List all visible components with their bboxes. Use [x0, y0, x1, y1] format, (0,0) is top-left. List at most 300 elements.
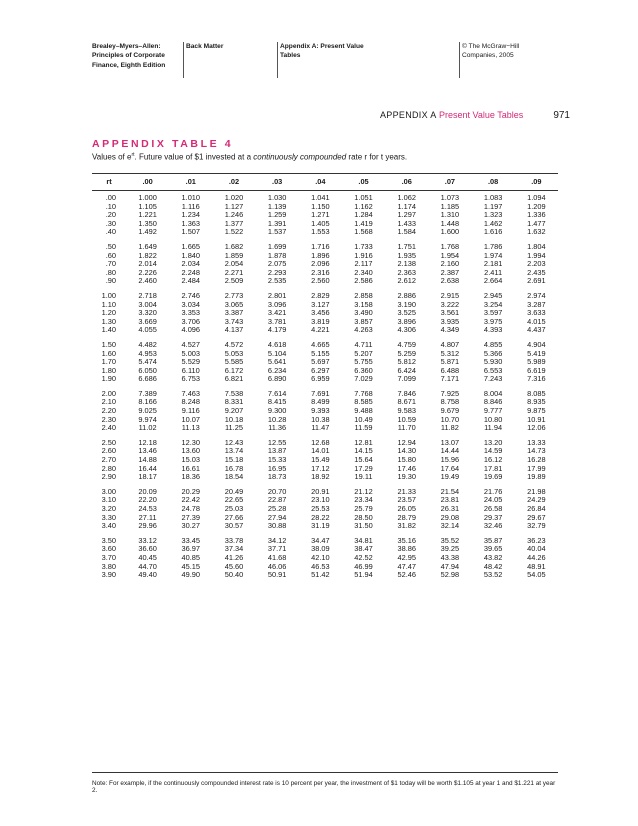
- table-cell: 1.209: [527, 201, 546, 211]
- table-cell: 10.70: [440, 414, 460, 424]
- table-cell: 46.53: [311, 561, 330, 571]
- table-cell: 46.06: [267, 561, 287, 571]
- table-cell: 1.221: [138, 210, 157, 220]
- table-cell: 4.437: [527, 325, 546, 335]
- table-cell: 1.310: [440, 210, 460, 220]
- table-cell: 2.340: [354, 267, 373, 277]
- table-cell: 22.87: [267, 495, 287, 505]
- table-cell: 3.190: [397, 299, 416, 309]
- table-cell: 1.768: [440, 241, 460, 251]
- row-label: 1.80: [101, 365, 116, 375]
- table-cell: 4.096: [181, 325, 201, 335]
- row-label: 3.20: [101, 504, 116, 513]
- table-cell: 1.716: [311, 241, 330, 251]
- header-chapter-line-1: Appendix A: Present Value: [280, 43, 364, 50]
- table-cell: 4.221: [311, 325, 330, 335]
- table-cell: 3.525: [397, 308, 416, 318]
- table-cell: 37.34: [224, 544, 244, 554]
- table-cell: 11.02: [138, 423, 157, 433]
- table-cell: 21.76: [483, 486, 503, 496]
- table-cell: 3.669: [138, 316, 157, 326]
- column-header: .08: [487, 176, 499, 186]
- table-cell: 10.38: [311, 414, 330, 424]
- table-cell: 1.030: [267, 193, 287, 202]
- table-cell: 12.81: [354, 437, 373, 447]
- table-row: [92, 522, 558, 531]
- table-cell: 2.138: [397, 259, 416, 269]
- row-label: 2.70: [101, 455, 116, 465]
- table-body: [92, 188, 558, 580]
- table-cell: 24.53: [138, 504, 157, 513]
- table-cell: 21.33: [397, 486, 416, 496]
- table-cell: 17.81: [483, 463, 503, 473]
- table-cell: 2.054: [224, 259, 244, 269]
- table-cell: 10.49: [354, 414, 373, 424]
- table-cell: 35.52: [440, 535, 460, 545]
- row-label: 1.30: [101, 316, 116, 326]
- table-cell: 20.09: [138, 486, 157, 496]
- table-cell: 5.755: [354, 357, 373, 367]
- table-cell: 3.096: [267, 299, 287, 309]
- table-cell: 42.95: [397, 552, 416, 562]
- table-cell: 16.95: [267, 463, 287, 473]
- table-cell: 10.91: [527, 414, 546, 424]
- table-cell: 14.15: [354, 446, 373, 456]
- table-cell: 1.682: [224, 241, 244, 251]
- table-cell: 5.312: [440, 348, 460, 358]
- table-cell: 29.08: [440, 512, 460, 522]
- table-cell: 2.915: [440, 290, 460, 300]
- table-cell: 3.896: [397, 316, 416, 326]
- table-row: [92, 375, 558, 384]
- row-label: 3.80: [101, 561, 116, 571]
- table-cell: 40.04: [527, 544, 546, 554]
- table-cell: 42.10: [311, 552, 330, 562]
- table-cell: 1.259: [267, 210, 287, 220]
- table-cell: 15.49: [311, 455, 330, 465]
- table-cell: 6.619: [527, 365, 546, 375]
- row-label: 1.20: [101, 308, 116, 318]
- row-label: 3.10: [101, 495, 116, 505]
- row-label: 3.90: [101, 570, 116, 580]
- table-cell: 1.916: [354, 250, 373, 260]
- table-cell: 9.025: [138, 406, 157, 416]
- table-cell: 2.484: [181, 276, 201, 286]
- table-cell: 13.20: [483, 437, 503, 447]
- table-cell: 27.94: [267, 512, 287, 522]
- row-label: 1.90: [101, 374, 116, 384]
- table-cell: 7.463: [181, 388, 201, 398]
- table-cell: 28.22: [311, 512, 330, 522]
- table-cell: 23.57: [397, 495, 416, 505]
- table-cell: 8.846: [483, 397, 503, 407]
- table-cell: 15.96: [440, 455, 460, 465]
- table-bottom-rule: [92, 772, 558, 773]
- table-cell: 23.10: [311, 495, 330, 505]
- table-cell: 14.88: [138, 455, 157, 465]
- row-label: 2.60: [101, 446, 116, 456]
- table-cell: 9.777: [483, 406, 503, 416]
- row-label: .20: [105, 210, 116, 220]
- table-cell: 49.90: [181, 570, 201, 580]
- table-cell: 12.43: [224, 437, 244, 447]
- table-cell: 30.27: [181, 521, 201, 531]
- table-cell: 3.561: [440, 308, 460, 318]
- table-cell: 2.974: [527, 290, 546, 300]
- table-cell: 8.166: [138, 397, 157, 407]
- table-row: [92, 277, 558, 286]
- header-section: [183, 42, 276, 78]
- table-cell: 6.890: [267, 374, 287, 384]
- table-cell: 29.37: [483, 512, 503, 522]
- table-cell: 8.935: [527, 397, 546, 407]
- table-cell: 1.139: [267, 201, 287, 211]
- table-cell: 7.171: [440, 374, 460, 384]
- header-chapter: [277, 42, 460, 78]
- table-cell: 12.68: [311, 437, 330, 447]
- table-cell: 20.29: [181, 486, 201, 496]
- header-book-line-3: Finance, Eighth Edition: [92, 61, 166, 69]
- row-label: .10: [105, 201, 116, 211]
- table-cell: 2.509: [224, 276, 244, 286]
- table-cell: 34.12: [267, 535, 287, 545]
- table-cell: 4.482: [138, 339, 157, 349]
- table-cell: 14.44: [440, 446, 460, 456]
- table-cell: 1.537: [267, 227, 287, 237]
- table-cell: 49.40: [138, 570, 157, 580]
- table-cell: 1.162: [354, 201, 373, 211]
- table-cell: 3.287: [527, 299, 546, 309]
- table-cell: 17.46: [397, 463, 416, 473]
- table-cell: 6.488: [440, 365, 460, 375]
- table-cell: 35.16: [397, 535, 416, 545]
- table-cell: 13.60: [181, 446, 201, 456]
- table-cell: 4.759: [397, 339, 416, 349]
- row-label: 2.50: [101, 437, 116, 447]
- table-cell: 6.821: [224, 374, 244, 384]
- table-cell: 38.86: [397, 544, 416, 554]
- table-cell: 11.94: [484, 423, 503, 433]
- row-label: 2.30: [101, 414, 116, 424]
- header-book-line-2: Principles of Corporate: [92, 52, 165, 60]
- table-cell: 1.751: [397, 241, 416, 251]
- table-top-rule: [92, 173, 558, 174]
- table-cell: 1.600: [440, 227, 460, 237]
- table-cell: 2.316: [311, 267, 330, 277]
- table-cell: 4.665: [311, 339, 330, 349]
- table-cell: 1.377: [224, 218, 244, 228]
- table-cell: 1.336: [527, 210, 546, 220]
- table-cell: 4.711: [354, 339, 373, 349]
- subtitle-sup: rt: [131, 152, 135, 158]
- header-book-title: [92, 42, 178, 78]
- table-cell: 1.000: [138, 193, 157, 202]
- header-chapter-line-2: Tables: [280, 52, 301, 60]
- table-cell: 17.29: [354, 463, 373, 473]
- table-cell: 1.246: [224, 210, 244, 220]
- table-cell: 8.248: [181, 397, 201, 407]
- table-cell: 7.846: [397, 388, 416, 398]
- table-cell: 3.158: [354, 299, 373, 309]
- table-cell: 1.522: [224, 227, 244, 237]
- table-cell: 1.297: [397, 210, 416, 220]
- table-cell: 25.53: [311, 504, 330, 513]
- table-cell: 45.15: [181, 561, 201, 571]
- row-label: .30: [105, 218, 116, 228]
- future-value-table: [92, 176, 558, 580]
- table-cell: 36.60: [138, 544, 157, 554]
- table-row: [92, 482, 558, 497]
- table-cell: 1.150: [311, 201, 330, 211]
- row-label: .80: [105, 267, 116, 277]
- table-cell: 27.66: [224, 512, 244, 522]
- table-cell: 2.248: [181, 267, 201, 277]
- table-cell: 2.203: [527, 259, 546, 269]
- table-cell: 19.49: [440, 472, 460, 482]
- table-cell: 3.456: [311, 308, 330, 318]
- table-cell: 3.222: [440, 299, 460, 309]
- table-cell: 1.786: [483, 241, 503, 251]
- table-cell: 11.13: [181, 423, 200, 433]
- row-label: .40: [105, 227, 116, 237]
- table-cell: 6.297: [311, 365, 330, 375]
- subtitle-post: rate r for t years.: [346, 152, 408, 162]
- table-cell: 14.30: [397, 446, 416, 456]
- table-cell: 2.535: [267, 276, 287, 286]
- table-cell: 1.094: [527, 193, 546, 202]
- table-cell: 13.33: [527, 437, 546, 447]
- row-label: 2.40: [101, 423, 116, 433]
- table-cell: 40.45: [138, 552, 157, 562]
- table-cell: 13.74: [224, 446, 244, 456]
- table-cell: 8.085: [527, 388, 546, 398]
- table-cell: 13.87: [267, 446, 287, 456]
- table-row: [92, 228, 558, 237]
- table-cell: 21.54: [440, 486, 460, 496]
- table-cell: 2.586: [354, 276, 373, 286]
- table-cell: 4.393: [483, 325, 503, 335]
- table-cell: 12.06: [527, 423, 546, 433]
- header-copyright-line-1: © The McGraw−Hill: [462, 43, 520, 50]
- table-cell: 50.91: [267, 570, 287, 580]
- table-cell: 23.81: [440, 495, 460, 505]
- table-header-row: [92, 176, 558, 188]
- column-header: .03: [272, 176, 283, 186]
- table-cell: 11.36: [268, 423, 287, 433]
- table-cell: 1.062: [397, 193, 416, 202]
- table-cell: 6.110: [181, 365, 200, 375]
- table-cell: 45.60: [224, 561, 244, 571]
- table-cell: 1.804: [527, 241, 546, 251]
- table-cell: 12.18: [138, 437, 157, 447]
- table-cell: 24.78: [181, 504, 201, 513]
- table-cell: 7.029: [354, 374, 373, 384]
- table-cell: 10.28: [267, 414, 287, 424]
- table-cell: 1.665: [181, 241, 201, 251]
- table-cell: 16.12: [483, 455, 503, 465]
- table-cell: 19.69: [483, 472, 503, 482]
- table-cell: 25.79: [354, 504, 373, 513]
- table-cell: 2.773: [224, 290, 244, 300]
- table-cell: 1.051: [354, 193, 373, 202]
- table-cell: 1.477: [527, 218, 546, 228]
- table-row: [92, 571, 558, 580]
- table-cell: 4.807: [440, 339, 460, 349]
- table-cell: 2.691: [527, 276, 546, 286]
- column-header: .09: [531, 176, 542, 186]
- table-cell: 52.46: [397, 570, 416, 580]
- column-header: .06: [401, 176, 412, 186]
- table-cell: 2.460: [138, 276, 157, 286]
- table-cell: 1.896: [311, 250, 330, 260]
- table-cell: 1.020: [224, 193, 244, 202]
- table-cell: 1.935: [397, 250, 416, 260]
- table-cell: 8.499: [311, 397, 330, 407]
- header-copyright-line-2: Companies, 2005: [462, 52, 514, 60]
- table-cell: 16.61: [181, 463, 201, 473]
- table-cell: 34.81: [354, 535, 373, 545]
- table-cell: 4.349: [440, 325, 460, 335]
- table-row: [92, 188, 558, 203]
- header-book-line-1: Brealey–Myers–Allen:: [92, 43, 161, 50]
- table-cell: 25.28: [267, 504, 287, 513]
- table-cell: 1.507: [181, 227, 201, 237]
- table-cell: 39.65: [483, 544, 503, 554]
- table-cell: 20.70: [267, 486, 287, 496]
- row-label: 1.60: [101, 348, 116, 358]
- table-cell: 7.099: [397, 374, 416, 384]
- table-cell: 8.758: [440, 397, 460, 407]
- table-cell: 4.572: [224, 339, 244, 349]
- table-cell: 1.083: [483, 193, 503, 202]
- table-cell: 1.859: [224, 250, 244, 260]
- table-cell: 17.64: [440, 463, 460, 473]
- table-cell: 3.490: [354, 308, 373, 318]
- subtitle-italic: continuously compounded: [253, 152, 347, 162]
- table-cell: 47.47: [397, 561, 416, 571]
- table-cell: 9.116: [181, 406, 200, 416]
- table-cell: 2.945: [483, 290, 503, 300]
- table-cell: 5.697: [311, 357, 330, 367]
- table-cell: 1.116: [181, 201, 200, 211]
- table-cell: 39.25: [440, 544, 460, 554]
- table-cell: 3.034: [181, 299, 201, 309]
- table-cell: 17.12: [311, 463, 330, 473]
- header-copyright: [459, 42, 562, 78]
- table-cell: 36.23: [527, 535, 546, 545]
- table-cell: 10.07: [181, 414, 201, 424]
- table-cell: 11.25: [224, 423, 243, 433]
- table-cell: 16.28: [527, 455, 546, 465]
- table-cell: 4.055: [138, 325, 157, 335]
- row-label: .60: [105, 250, 116, 260]
- table-cell: 8.004: [483, 388, 503, 398]
- table-cell: 1.010: [181, 193, 201, 202]
- table-title: APPENDIX TABLE 4: [92, 138, 234, 150]
- table-cell: 26.05: [397, 504, 416, 513]
- table-cell: 25.03: [224, 504, 244, 513]
- table-cell: 3.781: [267, 316, 287, 326]
- table-cell: 5.003: [181, 348, 201, 358]
- table-cell: 4.527: [181, 339, 201, 349]
- table-cell: 50.40: [224, 570, 244, 580]
- table-cell: 14.01: [311, 446, 330, 456]
- table-cell: 2.075: [267, 259, 287, 269]
- table-cell: 20.91: [311, 486, 330, 496]
- table-cell: 37.71: [267, 544, 287, 554]
- table-cell: 48.42: [483, 561, 503, 571]
- table-cell: 4.953: [138, 348, 157, 358]
- table-cell: 5.104: [267, 348, 287, 358]
- table-cell: 1.632: [527, 227, 546, 237]
- table-cell: 5.585: [224, 357, 244, 367]
- table-cell: 1.284: [354, 210, 373, 220]
- table-cell: 40.85: [181, 552, 201, 562]
- table-cell: 2.718: [138, 290, 157, 300]
- table-cell: 26.31: [440, 504, 460, 513]
- table-cell: 9.974: [138, 414, 157, 424]
- table-cell: 1.405: [311, 218, 330, 228]
- table-cell: 5.419: [527, 348, 546, 358]
- table-cell: 10.18: [224, 414, 244, 424]
- table-cell: 6.424: [397, 365, 416, 375]
- table-cell: 9.679: [440, 406, 460, 416]
- table-cell: 11.47: [311, 423, 330, 433]
- table-cell: 7.691: [311, 388, 330, 398]
- table-cell: 7.243: [483, 374, 503, 384]
- table-cell: 38.47: [354, 544, 373, 554]
- table-cell: 2.801: [267, 290, 287, 300]
- table-cell: 47.94: [440, 561, 460, 571]
- table-cell: 13.46: [138, 446, 157, 456]
- table-cell: 19.89: [527, 472, 546, 482]
- table-cell: 4.904: [527, 339, 546, 349]
- row-label: 3.50: [101, 535, 116, 545]
- table-cell: 2.363: [397, 267, 416, 277]
- table-cell: 1.878: [267, 250, 287, 260]
- table-cell: 54.05: [527, 570, 546, 580]
- table-cell: 2.387: [440, 267, 460, 277]
- table-cell: 17.99: [527, 463, 546, 473]
- table-cell: 3.633: [527, 308, 546, 318]
- table-cell: 1.699: [267, 241, 287, 251]
- table-cell: 5.259: [397, 348, 416, 358]
- table-cell: 10.59: [397, 414, 416, 424]
- header-section-label: Back Matter: [186, 43, 224, 50]
- table-cell: 1.448: [440, 218, 460, 228]
- table-cell: 1.350: [138, 218, 157, 228]
- running-head: [380, 110, 570, 124]
- table-cell: 44.26: [527, 552, 546, 562]
- table-cell: 29.96: [138, 521, 157, 531]
- column-header: .01: [185, 176, 196, 186]
- row-label: 2.00: [101, 388, 116, 398]
- running-head-label: APPENDIX A: [380, 110, 437, 120]
- table-cell: 2.886: [397, 290, 416, 300]
- table-cell: 26.58: [483, 504, 503, 513]
- table-cell: 8.331: [224, 397, 244, 407]
- table-cell: 9.393: [311, 406, 330, 416]
- row-label: 1.50: [101, 339, 116, 349]
- table-cell: 3.975: [483, 316, 503, 326]
- table-cell: 6.050: [138, 365, 157, 375]
- table-cell: 5.930: [483, 357, 503, 367]
- table-cell: 38.09: [311, 544, 330, 554]
- table-cell: 3.004: [138, 299, 157, 309]
- table-cell: 3.706: [181, 316, 201, 326]
- table-cell: 20.49: [224, 486, 244, 496]
- table-cell: 52.98: [440, 570, 460, 580]
